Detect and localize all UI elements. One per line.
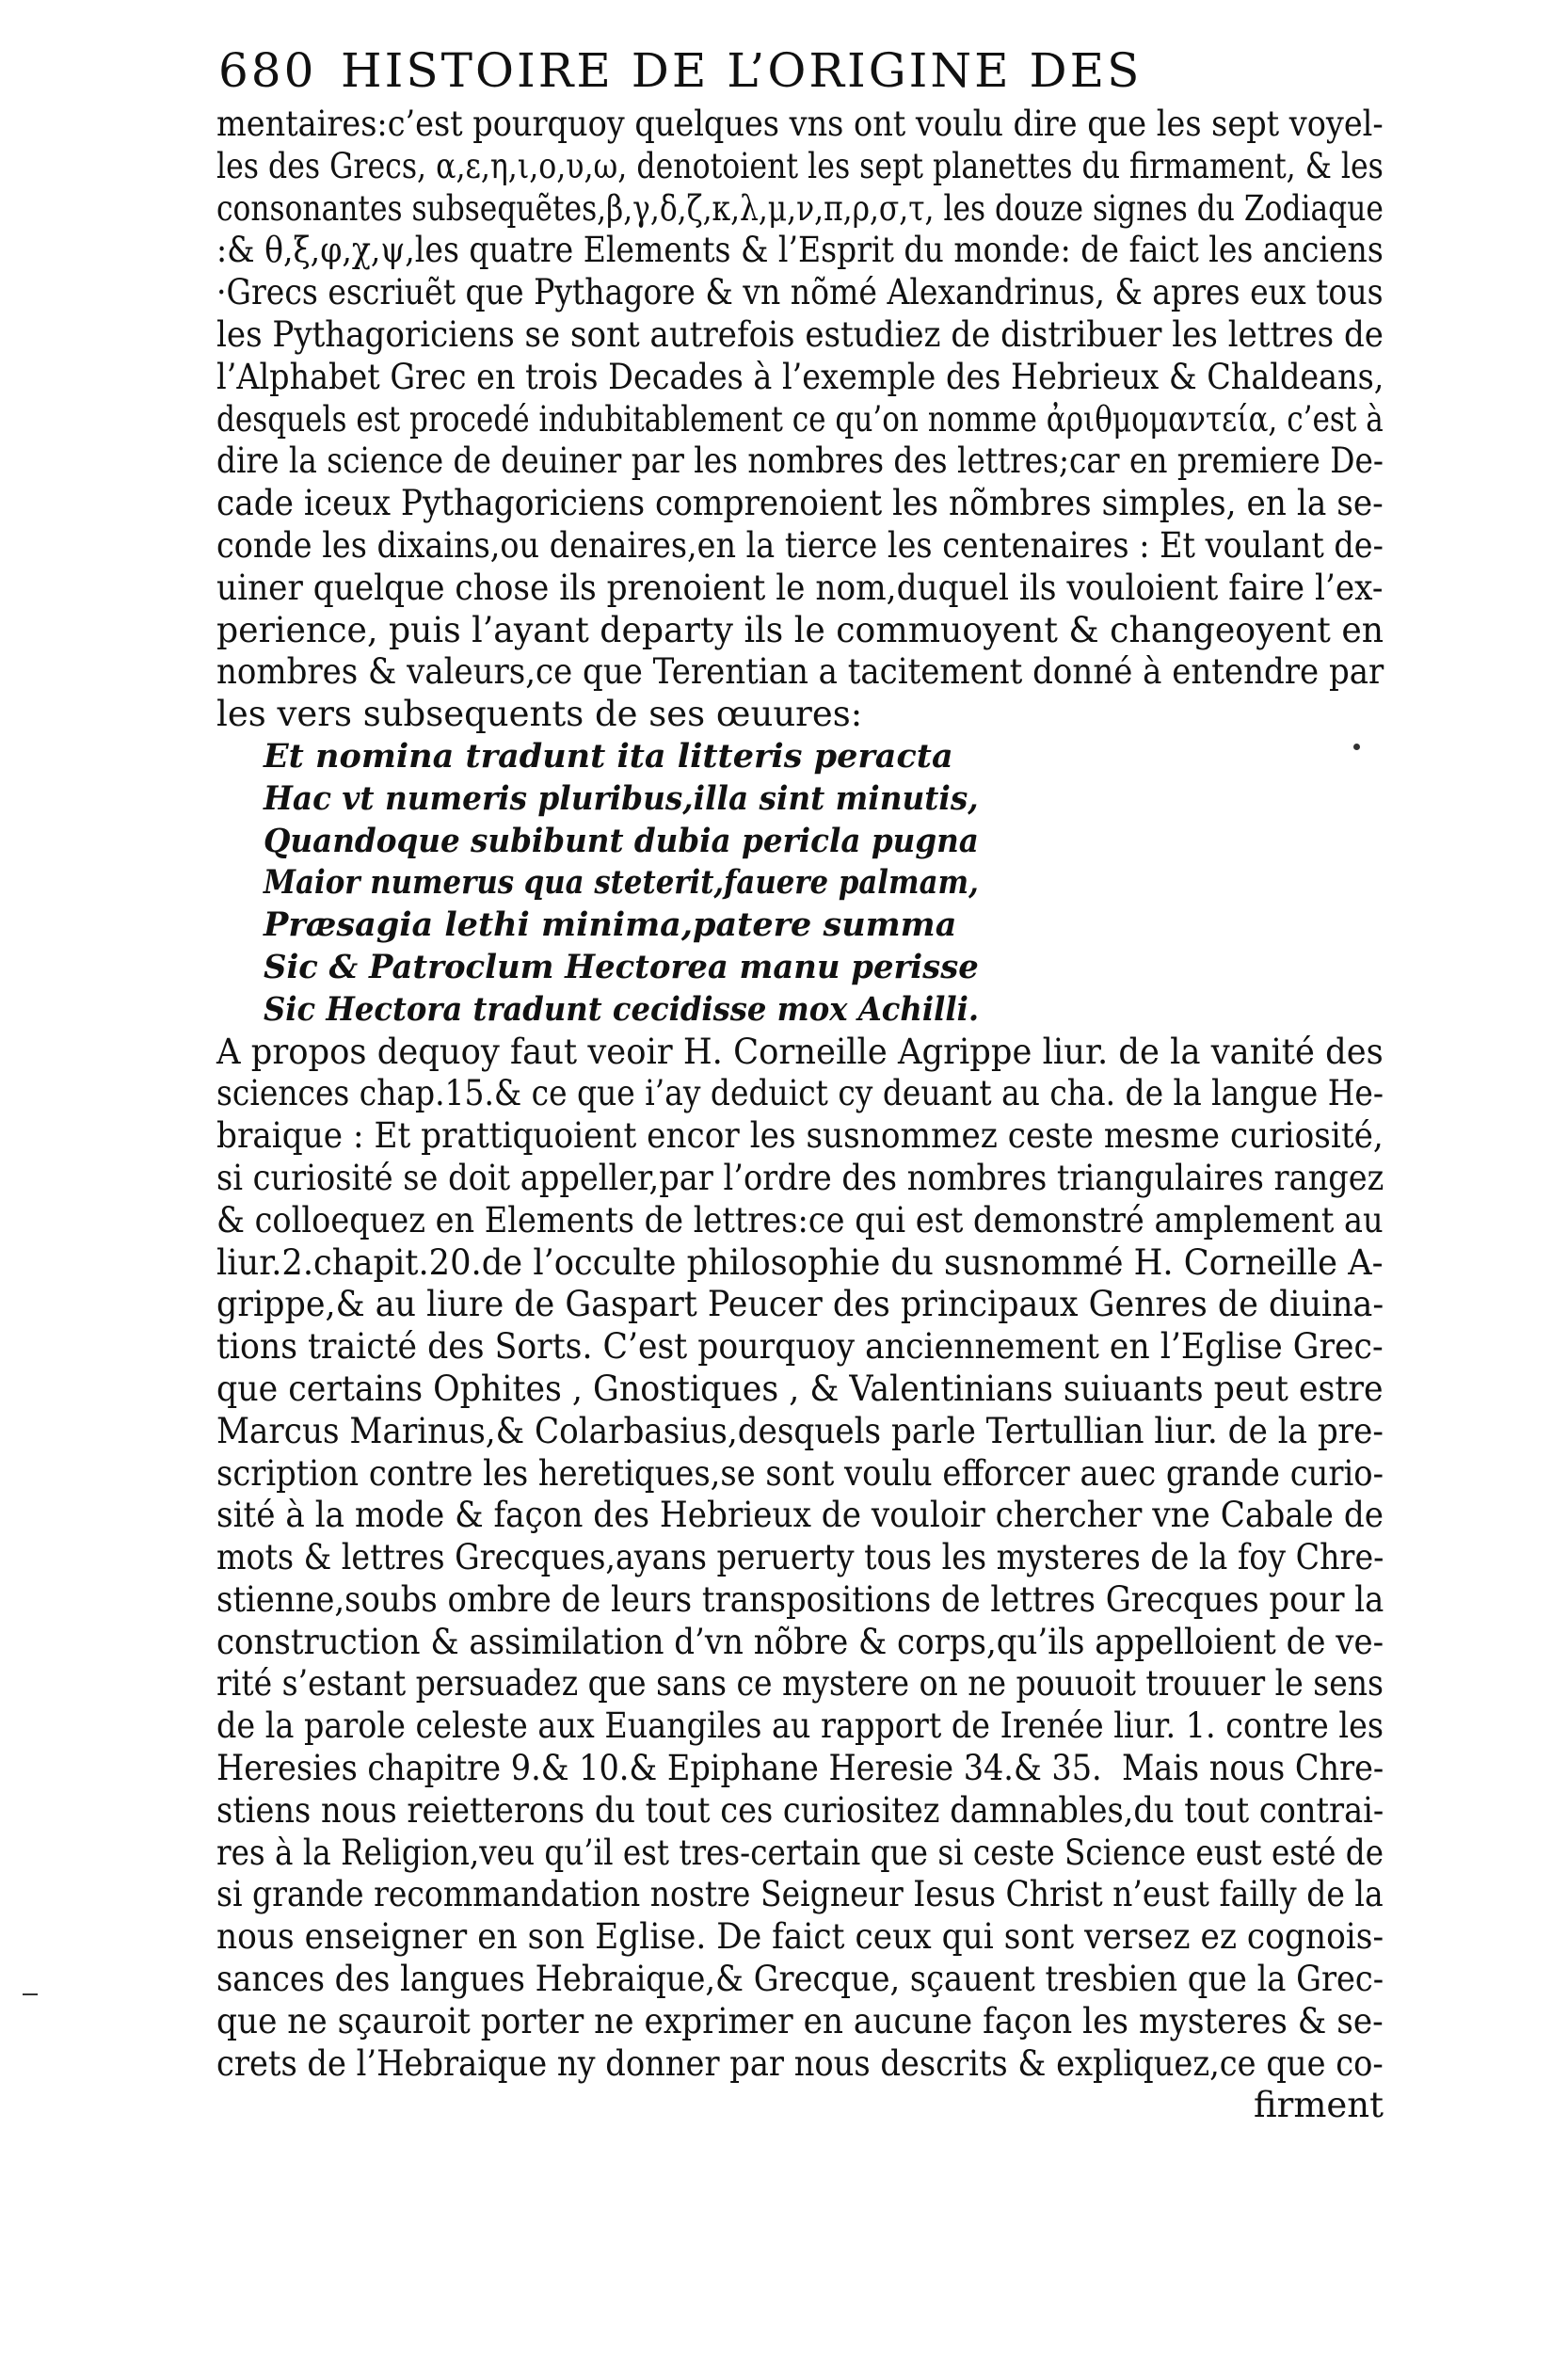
- text-line: les vers subsequents de ses œuures:: [216, 694, 863, 735]
- text-line: grippe,& au liure de Gaspart Peucer des principaux Genres de diuina-: [216, 1284, 1384, 1325]
- verse-line: Præsagia lethi minima,patere summa: [264, 905, 957, 945]
- text-line: ·Grecs escriuẽt que Pythagore & vn nõmé Alexandrinus, & apres eux tous: [216, 272, 1384, 313]
- text-line: conde les dixains,ou denaires,en la tierce les centenaires : Et voulant de-: [216, 524, 1384, 566]
- running-title: HISTOIRE DE L’ORIGINE DES: [341, 43, 1143, 98]
- text-line: que ne sçauroit porter ne exprimer en aucune façon les mysteres & se-: [216, 2000, 1384, 2041]
- text-line: les des Grecs, α,ε,η,ι,ο,υ,ω, denotoient les sept planettes du firmament, & les: [216, 145, 1384, 186]
- text-line: stienne,soubs ombre de leurs transpositions de lettres Grecques pour la: [216, 1578, 1384, 1620]
- text-line: les Pythagoriciens se sont autrefois estudiez de distribuer les lettres de: [216, 313, 1384, 355]
- text-line: liur.2.chapit.20.de l’occulte philosophie du susnommé H. Corneille A-: [216, 1241, 1384, 1283]
- text-line: sciences chap.15.& ce que i’ay deduict cy deuant au cha. de la langue He-: [216, 1073, 1384, 1114]
- text-line: desquels est procedé indubitablement ce qu’on nomme ἀριθμομαντεία, c’est à: [216, 398, 1384, 440]
- text-line: & colloequez en Elements de lettres:ce qui est demonstré amplement au: [216, 1199, 1384, 1241]
- latin-verse-quotation: [216, 736, 1393, 1032]
- page-number: 680: [218, 43, 317, 98]
- text-line: A propos dequoy faut veoir H. Corneille Agrippe liur. de la vanité des: [216, 1031, 1384, 1072]
- verse-line: Et nomina tradunt ita litteris peracta: [264, 736, 953, 776]
- paragraph-before-verse: [216, 104, 1393, 736]
- text-line: mentaires:c’est pourquoy quelques vns ont voulu dire que les sept voyel-: [216, 104, 1384, 144]
- text-line: sances des langues Hebraique,& Grecque, sçauent tresbien que la Grec-: [216, 1959, 1384, 2000]
- text-line: l’Alphabet Grec en trois Decades à l’exemple des Hebrieux & Chaldeans,: [216, 356, 1384, 397]
- text-line: consonantes subsequẽtes,β,γ,δ,ζ,κ,λ,μ,ν,π,ρ,σ,τ, les douze signes du Zodiaque: [216, 187, 1384, 229]
- catchword: firment: [1253, 2085, 1384, 2126]
- margin-mark: [23, 1993, 38, 1995]
- text-line: que certains Ophites , Gnostiques , & Valentinians suiuants peut estre: [216, 1368, 1384, 1409]
- text-line: mots & lettres Grecques,ayans peruerty tous les mysteres de la foy Chre-: [216, 1537, 1384, 1578]
- text-line: perience, puis l’ayant departy ils le commuoyent & changeoyent en: [216, 609, 1384, 650]
- text-line: :& θ,ξ,φ,χ,ψ,les quatre Elements & l’Esprit du monde: de faict les anciens: [216, 230, 1384, 271]
- verse-line: Sic & Patroclum Hectorea manu perisse: [264, 947, 979, 986]
- text-line: tions traicté des Sorts. C’est pourquoy anciennement en l’Eglise Grec-: [216, 1326, 1384, 1368]
- ink-speck: [1353, 744, 1360, 750]
- text-line: nombres & valeurs,ce que Terentian a tacitement donné à entendre par: [216, 651, 1384, 693]
- verse-line: Sic Hectora tradunt cecidisse mox Achilli.: [264, 989, 980, 1029]
- text-line: Marcus Marinus,& Colarbasius,desquels parle Tertullian liur. de la pre-: [216, 1410, 1384, 1451]
- page-header: [218, 38, 1385, 104]
- text-line: si grande recommandation nostre Seigneur Iesus Christ n’eust failly de la: [216, 1874, 1384, 1915]
- text-line: stiens nous reietterons du tout ces curiositez damnables,du tout contrai-: [216, 1789, 1384, 1831]
- verse-line: Quandoque subibunt dubia pericla pugna: [264, 821, 979, 860]
- text-line: de la parole celeste aux Euangiles au rapport de Irenée liur. 1. contre les: [216, 1705, 1384, 1747]
- paragraph-after-verse: [216, 1032, 1393, 2086]
- text-line: crets de l’Hebraique ny donner par nous descrits & expliquez,ce que co-: [216, 2042, 1384, 2084]
- text-line: si curiosité se doit appeller,par l’ordre des nombres triangulaires rangez: [216, 1157, 1384, 1198]
- text-line: rité s’estant persuadez que sans ce mystere on ne pouuoit trouuer le sens: [216, 1663, 1384, 1705]
- text-line: scription contre les heretiques,se sont voulu efforcer auec grande curio-: [216, 1452, 1384, 1494]
- text-line: cade iceux Pythagoriciens comprenoient les nõmbres simples, en la se-: [216, 483, 1384, 524]
- text-line: dire la science de deuiner par les nombres des lettres;car en premiere De-: [216, 440, 1384, 482]
- text-line: res à la Religion,veu qu’il est tres-certain que si ceste Science eust esté de: [216, 1832, 1384, 1873]
- verse-line: Hac vt numeris pluribus,illa sint minutis,: [264, 778, 979, 818]
- text-line: construction & assimilation d’vn nõbre & corps,qu’ils appelloient de ve-: [216, 1621, 1384, 1662]
- verse-line: Maior numerus qua steterit,fauere palmam,: [264, 863, 979, 903]
- body-text: [216, 104, 1393, 2127]
- text-line: uiner quelque chose ils prenoient le nom,duquel ils vouloient faire l’ex-: [216, 567, 1384, 608]
- text-line: nous enseigner en son Eglise. De faict ceux qui sont versez ez cognois-: [216, 1916, 1384, 1958]
- text-line: braique : Et prattiquoient encor les susnommez ceste mesme curiosité,: [216, 1115, 1384, 1157]
- text-line: Heresies chapitre 9.& 10.& Epiphane Heresie 34.& 35. Mais nous Chre-: [216, 1748, 1384, 1789]
- text-line: sité à la mode & façon des Hebrieux de vouloir chercher vne Cabale de: [216, 1495, 1384, 1536]
